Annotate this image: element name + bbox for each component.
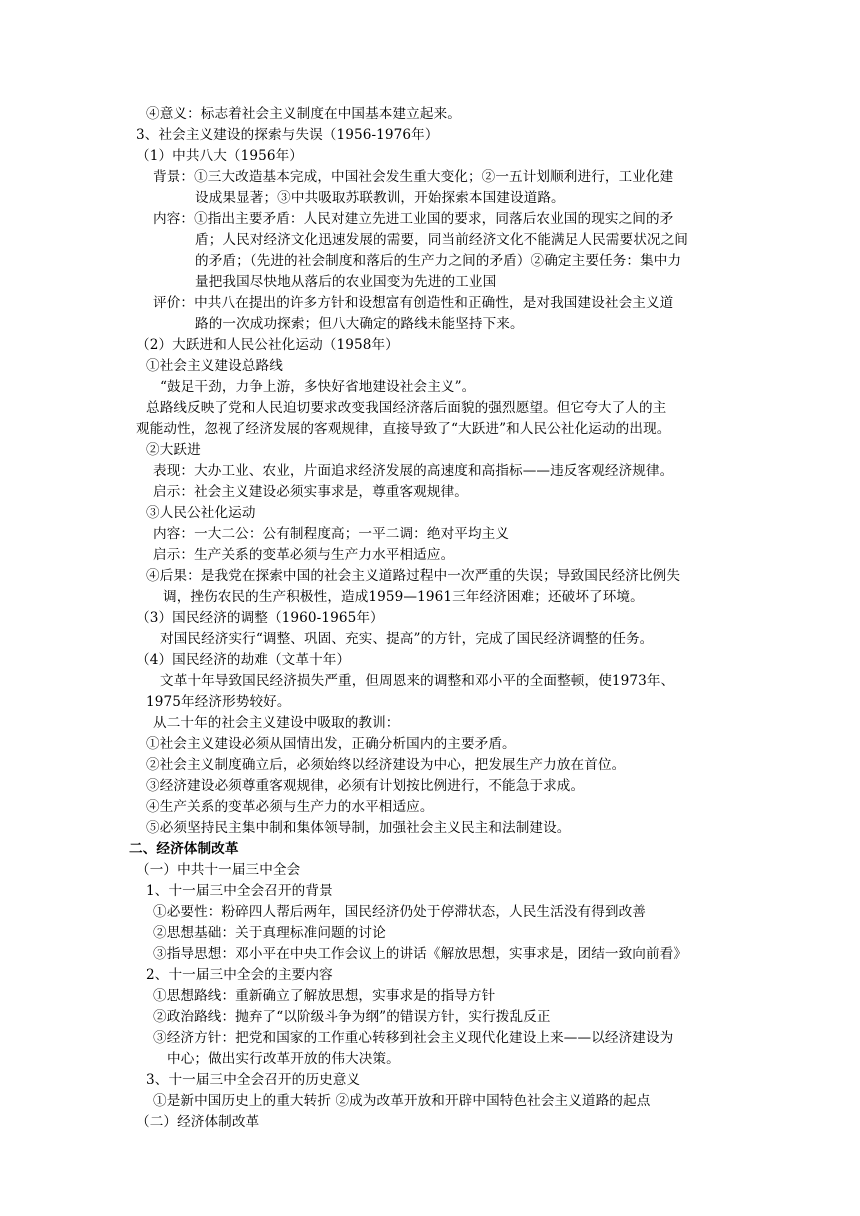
text-line: “鼓足干劲，力争上游，多快好省地建设社会主义”。	[160, 379, 476, 395]
text-line: ④意义：标志着社会主义制度在中国基本建立起来。	[146, 106, 461, 122]
text-line: 启示：生产关系的变革必须与生产力水平相适应。	[153, 547, 455, 563]
text-line: 评价：中共八在提出的许多方针和设想富有创造性和正确性，是对我国建设社会主义道	[153, 295, 674, 311]
text-line: 3、社会主义建设的探索与失误（1956-1976年）	[136, 127, 439, 143]
text-line: ⑤必须坚持民主集中制和集体领导制，加强社会主义民主和法制建设。	[146, 820, 571, 836]
text-line: ①社会主义建设必须从国情出发，正确分析国内的主要矛盾。	[146, 736, 516, 752]
text-line: 内容：一大二公：公有制程度高；一平二调：绝对平均主义	[153, 526, 510, 542]
text-line: 表现：大办工业、农业，片面追求经济发展的高速度和高指标——违反客观经济规律。	[153, 463, 674, 479]
text-line: 文革十年导致国民经济损失严重，但周恩来的调整和邓小平的全面整顿，使1973年、	[160, 673, 675, 689]
text-line: （一）中共十一届三中全会	[136, 862, 301, 878]
text-line: ②思想基础：关于真理标准问题的讨论	[153, 925, 386, 941]
text-line: ①必要性：粉碎四人帮后两年，国民经济仍处于停滞状态，人民生活没有得到改善	[153, 904, 646, 920]
text-line: 路的一次成功探索；但八大确定的路线未能坚持下来。	[195, 316, 524, 332]
text-line: ④后果：是我党在探索中国的社会主义道路过程中一次严重的失误；导致国民经济比例失	[146, 568, 681, 584]
text-line: （1）中共八大（1956年）	[136, 148, 303, 164]
text-line: ②社会主义制度确立后，必须始终以经济建设为中心，把发展生产力放在首位。	[146, 757, 626, 773]
text-line: 调，挫伤农民的生产积极性，造成1959—1961三年经济困难；还破坏了环境。	[163, 589, 644, 605]
text-line: ③人民公社化运动	[146, 505, 256, 521]
text-line: 观能动性，忽视了经济发展的客观规律，直接导致了“大跃进”和人民公社化运动的出现。	[136, 421, 671, 437]
text-line: （2）大跃进和人民公社化运动（1958年）	[136, 337, 399, 353]
text-line: 中心；做出实行改革开放的伟大决策。	[167, 1051, 400, 1067]
text-line: ①是新中国历史上的重大转折 ②成为改革开放和开辟中国特色社会主义道路的起点	[153, 1093, 651, 1109]
text-line: ④生产关系的变革必须与生产力的水平相适应。	[146, 799, 434, 815]
text-line: 2、十一届三中全会的主要内容	[146, 967, 333, 983]
text-line: 背景：①三大改造基本完成，中国社会发生重大变化；②一五计划顺利进行，工业化建	[153, 169, 674, 185]
text-line: 启示：社会主义建设必须实事求是，尊重客观规律。	[153, 484, 468, 500]
section-heading: 二、经济体制改革	[129, 841, 239, 857]
text-line: 1975年经济形势较好。	[146, 694, 291, 710]
text-line: （二）经济体制改革	[136, 1114, 260, 1130]
text-line: ①社会主义建设总路线	[146, 358, 283, 374]
text-line: 对国民经济实行“调整、巩固、充实、提高”的方针，完成了国民经济调整的任务。	[160, 631, 654, 647]
text-line: 3、十一届三中全会召开的历史意义	[146, 1072, 361, 1088]
text-line: 内容：①指出主要矛盾：人民对建立先进工业国的要求，同落后农业国的现实之间的矛	[153, 211, 674, 227]
text-line: ③经济方针：把党和国家的工作重心转移到社会主义现代化建设上来——以经济建设为	[153, 1030, 674, 1046]
text-line: ②政治路线：抛弃了“以阶级斗争为纲”的错误方针，实行拨乱反正	[153, 1009, 551, 1025]
text-line: 总路线反映了党和人民迫切要求改变我国经济落后面貌的强烈愿望。但它夸大了人的主	[146, 400, 667, 416]
text-line: 的矛盾；（先进的社会制度和落后的生产力之间的矛盾）②确定主要任务：集中力	[195, 253, 682, 269]
text-line: ②大跃进	[146, 442, 201, 458]
text-line: ①思想路线：重新确立了解放思想，实事求是的指导方针	[153, 988, 496, 1004]
text-line: 量把我国尽快地从落后的农业国变为先进的工业国	[195, 274, 497, 290]
text-line: （3）国民经济的调整（1960-1965年）	[136, 610, 384, 626]
text-line: 从二十年的社会主义建设中吸取的教训：	[153, 715, 400, 731]
text-line: ③指导思想：邓小平在中央工作会议上的讲话《解放思想，实事求是，团结一致向前看》	[153, 946, 688, 962]
text-line: 设成果显著；③中共吸取苏联教训，开始探索本国建设道路。	[195, 190, 565, 206]
text-line: ③经济建设必须尊重客观规律，必须有计划按比例进行，不能急于求成。	[146, 778, 585, 794]
text-line: （4）国民经济的劫难（文革十年）	[136, 652, 351, 668]
text-line: 1、十一届三中全会召开的背景	[146, 883, 333, 899]
text-line: 盾；人民对经济文化迅速发展的需要，同当前经济文化不能满足人民需要状况之间	[195, 232, 688, 248]
